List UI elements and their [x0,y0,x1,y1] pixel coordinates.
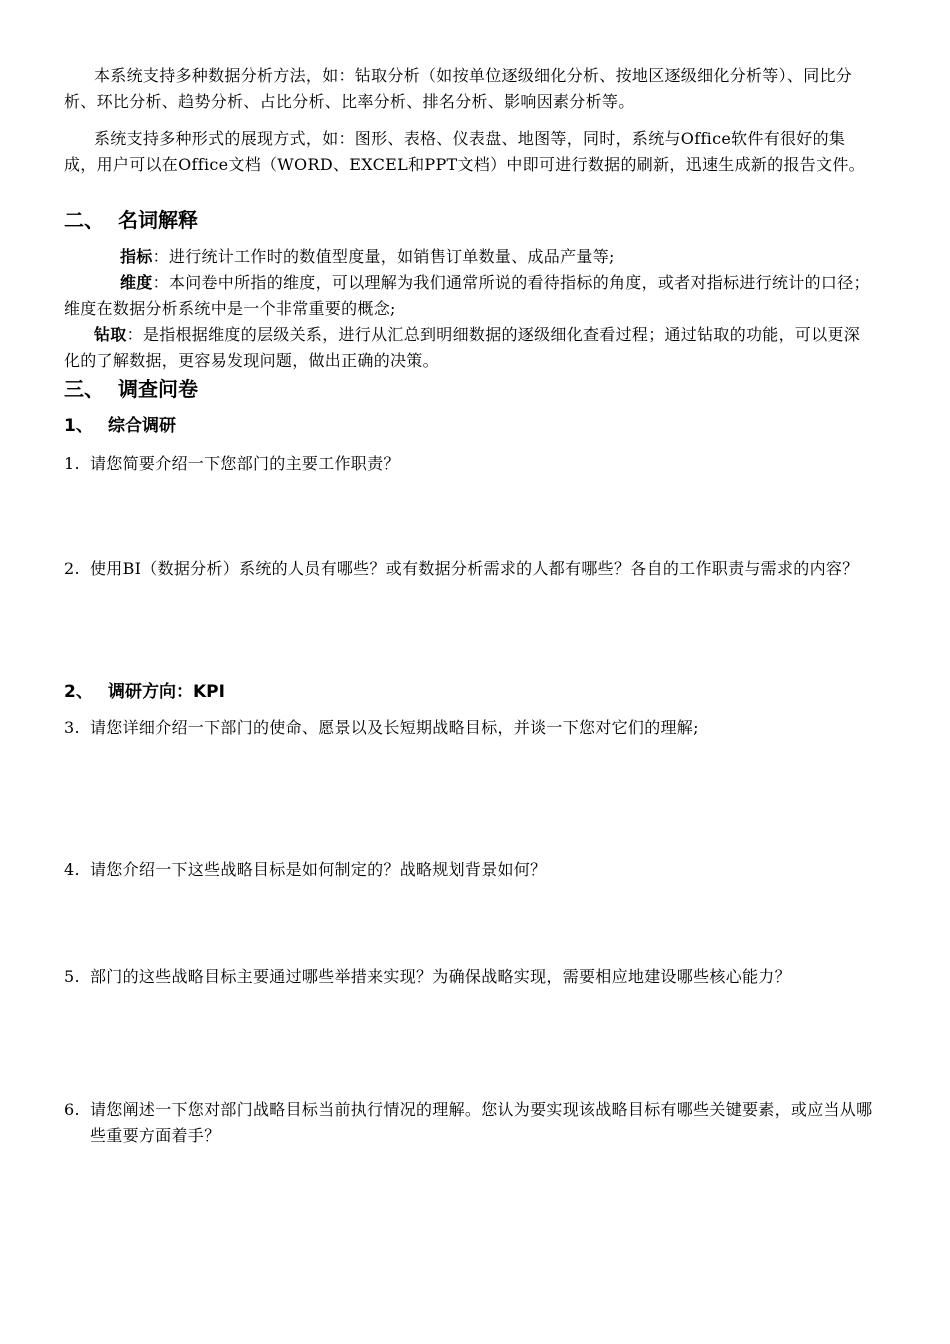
section-number: 二、 [64,208,104,232]
term-text: ：进行统计工作时的数值型度量，如销售订单数量、成品产量等; [152,247,615,266]
question-item [64,556,876,582]
subsection-title: 综合调研 [108,416,176,436]
subsection-heading [64,679,225,705]
intro-paragraph-2: 系统支持多种形式的展现方式，如：图形、表格、仪表盘、地图等，同时，系统与Office软件有很好的集成，用户可以在Office文档（WORD、EXCEL和PPT文档）中即可进行数据的刷新，迅速生成新的报告文件。 [64,129,865,174]
question-item [64,715,876,741]
question-number: 6. [64,1100,80,1119]
question-number: 5. [64,967,80,986]
term-label: 钻取 [94,325,127,344]
term-label: 指标 [120,247,153,266]
term-definition [64,244,876,270]
question-number: 1. [64,454,80,473]
question-number: 3. [64,718,80,737]
question-text: 请您介绍一下这些战略目标是如何制定的？战略规划背景如何？ [90,860,547,879]
question-text: 请您简要介绍一下您部门的主要工作职责？ [90,454,400,473]
question-number: 2. [64,559,80,578]
question-item [64,451,876,477]
intro-paragraph-1: 本系统支持多种数据分析方法，如：钻取分析（如按单位逐级细化分析、按地区逐级细化分析等）、同比分析、环比分析、趋势分析、占比分析、比率分析、排名分析、影响因素分析等。 [64,66,853,111]
question-item [64,1097,876,1149]
question-item [64,857,876,883]
question-text: 部门的这些战略目标主要通过哪些举措来实现？为确保战略实现，需要相应地建设哪些核心能力？ [90,967,791,986]
term-text: ：是指根据维度的层级关系，进行从汇总到明细数据的逐级细化查看过程；通过钻取的功能，可以更深化的了解数据，更容易发现问题，做出正确的决策。 [64,325,861,370]
subsection-heading [64,413,176,439]
section-title: 调查问卷 [118,377,198,401]
question-item [64,964,876,990]
question-text: 使用BI（数据分析）系统的人员有哪些？或有数据分析需求的人都有哪些？各自的工作职责与需求的内容？ [90,559,859,578]
section-heading-survey [64,375,198,403]
subsection-number: 1、 [64,416,93,436]
section-heading-terms [64,206,198,234]
term-label: 维度 [120,273,153,292]
subsection-number: 2、 [64,682,93,702]
section-number: 三、 [64,377,104,401]
term-text: ：本问卷中所指的维度，可以理解为我们通常所说的看待指标的角度，或者对指标进行统计的口径；维度在数据分析系统中是一个非常重要的概念; [64,273,870,318]
question-text: 请您详细介绍一下部门的使命、愿景以及长短期战略目标，并谈一下您对它们的理解; [90,718,699,737]
section-title: 名词解释 [118,208,198,232]
question-text: 请您阐述一下您对部门战略目标当前执行情况的理解。您认为要实现该战略目标有哪些关键要素，或应当从哪些重要方面着手？ [90,1100,873,1145]
term-definition [64,322,876,374]
question-number: 4. [64,860,80,879]
term-definition [64,270,876,322]
subsection-title: 调研方向：KPI [108,682,225,702]
